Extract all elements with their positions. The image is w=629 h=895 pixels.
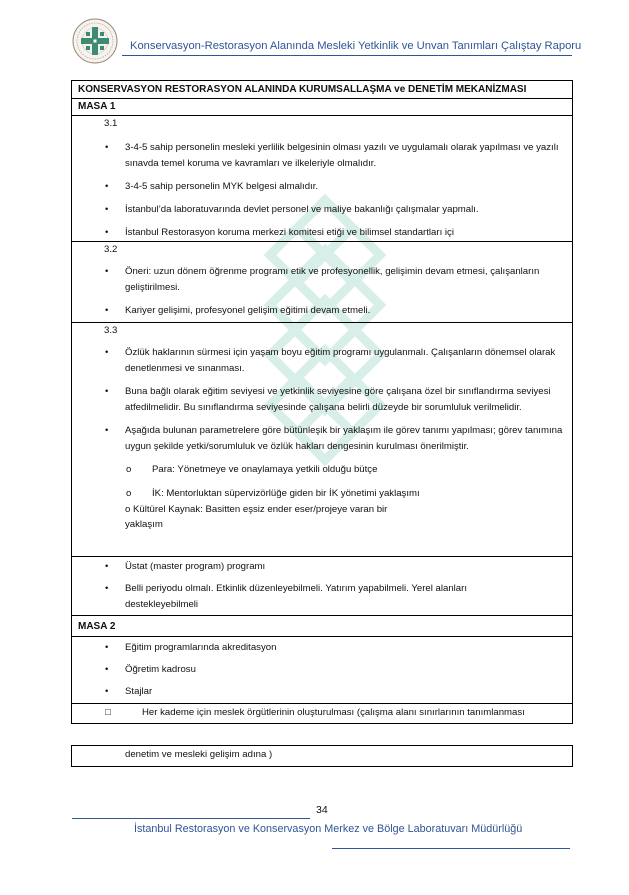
- section-3-1: [72, 115, 572, 241]
- institutionalization-table: [71, 80, 573, 724]
- bullet-icon: •: [105, 583, 109, 594]
- checkbox-icon: □: [105, 707, 111, 718]
- section-master-program: [72, 556, 572, 615]
- bullet-icon: •: [105, 686, 109, 697]
- list-item-text: Öneri: uzun dönem öğrenme programı etik ve profesyonellik, gelişimin devam etmesi, çalışanların geliştirilmesi.: [125, 266, 540, 293]
- continuation-table: [71, 745, 573, 767]
- list-item-text: Aşağıda bulunan parametrelere göre bütünleşik bir yaklaşım ile görev tanımı yapılması; görev tanımına uygun şekilde yetki/sorumluluk ve özlük hakları dengesinin kurulması önerilmiştir.: [125, 425, 563, 452]
- list-item-text: Üstat (master program) programı: [125, 561, 266, 572]
- section-number: 3.1: [104, 118, 118, 129]
- institution-logo: [72, 18, 118, 64]
- cultural-resource-line-cont: yaklaşım: [125, 519, 163, 530]
- list-item: [72, 581, 572, 613]
- list-item-text: İstanbul’da laboratuvarında devlet personel ve maliye bakanlığı çalışmalar yapmalı.: [125, 204, 479, 215]
- sub-list-item: [72, 486, 572, 502]
- list-item: [72, 345, 572, 377]
- bullet-icon: •: [105, 227, 109, 238]
- masa-2-items: [72, 636, 572, 703]
- bullet-icon: •: [105, 204, 109, 215]
- footer-rule-right: [332, 848, 570, 849]
- bullet-icon: •: [105, 347, 109, 358]
- list-item-text: Eğitim programlarında akreditasyon: [125, 642, 277, 653]
- section-number: 3.2: [104, 244, 118, 255]
- list-item: [72, 225, 572, 241]
- masa-1-heading: MASA 1: [72, 98, 572, 115]
- list-item: [72, 264, 572, 296]
- bullet-icon: •: [105, 642, 109, 653]
- list-item: [72, 140, 572, 172]
- checkbox-item: [72, 705, 572, 721]
- bullet-icon: •: [105, 561, 109, 572]
- section-3-3: [72, 322, 572, 556]
- bullet-icon: •: [105, 142, 109, 153]
- list-item-text: Stajlar: [125, 686, 153, 697]
- list-item-text: İstanbul Restorasyon koruma merkezi komitesi etiği ve bilimsel standartları içi: [125, 227, 454, 238]
- bullet-icon: •: [105, 266, 109, 277]
- cultural-resource-line: o Kültürel Kaynak: Basitten eşsiz ender eser/projeye varan bir: [125, 504, 388, 515]
- bullet-icon: •: [105, 664, 109, 675]
- list-item: [72, 202, 572, 218]
- list-item-text: Kariyer gelişimi, profesyonel gelişim eğitimi devam etmeli.: [125, 305, 371, 316]
- report-header-title: Konservasyon-Restorasyon Alanında Mesleki Yetkinlik ve Unvan Tanımları Çalıştay Raporu: [130, 40, 582, 52]
- list-item-text: Özlük haklarının sürmesi için yaşam boyu eğitim programı uygulanmalı. Çalışanların dönemsel olarak denetlenmesi ve sınanması.: [125, 347, 556, 374]
- list-item-text: 3-4-5 sahip personelin mesleki yerlilik belgesinin olması yazılı ve uygulamalı olarak yapılması ve yazılı sınavda temel koruma ve kavramları ve ilkeleriyle olmalıdır.: [125, 142, 559, 169]
- circle-bullet-icon: o: [126, 464, 132, 475]
- footer-title: İstanbul Restorasyon ve Konservasyon Merkez ve Bölge Laboratuvarı Müdürlüğü: [134, 823, 523, 835]
- section-3-2: [72, 241, 572, 322]
- bullet-icon: •: [105, 305, 109, 316]
- list-item: [72, 303, 572, 319]
- last-row: [72, 703, 572, 723]
- list-item: [72, 179, 572, 195]
- list-item: [72, 384, 572, 416]
- list-item: [72, 662, 572, 678]
- bullet-icon: •: [105, 425, 109, 436]
- table-title: KONSERVASYON RESTORASYON ALANINDA KURUMSALLAŞMA ve DENETİM MEKANİZMASI: [78, 84, 527, 95]
- list-item: [72, 423, 572, 455]
- section-number: 3.3: [104, 325, 118, 336]
- bullet-icon: •: [105, 181, 109, 192]
- header-rule: [122, 55, 572, 56]
- sub-list-item: [72, 462, 572, 478]
- list-item: [72, 559, 572, 575]
- page-number: 34: [316, 804, 328, 816]
- bullet-icon: •: [105, 386, 109, 397]
- list-item-text: 3-4-5 sahip personelin MYK belgesi almalıdır.: [125, 181, 319, 192]
- circle-bullet-icon: o: [126, 488, 132, 499]
- list-item-text: Buna bağlı olarak eğitim seviyesi ve yetkinlik seviyesine göre çalışana özel bir sınıflandırma seviyesi atfedilmelidir. Bu sınıflandırma seviyesinde çalışana belirli düzeyde bir sorumluluk verilmelidir.: [125, 386, 551, 413]
- masa-2-heading: MASA 2: [72, 615, 572, 636]
- checkbox-item-text: Her kademe için meslek örgütlerinin oluşturulması (çalışma alanı sınırlarının tanımlanması: [142, 707, 525, 718]
- footer-rule-left: [72, 818, 310, 819]
- sub-list-item-text: İK: Mentorluktan süpervizörlüğe giden bir İK yönetimi yaklaşımı: [152, 488, 420, 499]
- sub-list-item-text: Para: Yönetmeye ve onaylamaya yetkili olduğu bütçe: [152, 464, 378, 475]
- continuation-text: denetim ve mesleki gelişim adına ): [125, 749, 273, 760]
- list-item-text: Öğretim kadrosu: [125, 664, 196, 675]
- list-item-text: Belli periyodu olmalı. Etkinlik düzenleyebilmeli. Yatırım yapabilmeli. Yerel alanları destekleyebilmeli: [125, 583, 467, 610]
- list-item: [72, 640, 572, 656]
- list-item: [72, 684, 572, 700]
